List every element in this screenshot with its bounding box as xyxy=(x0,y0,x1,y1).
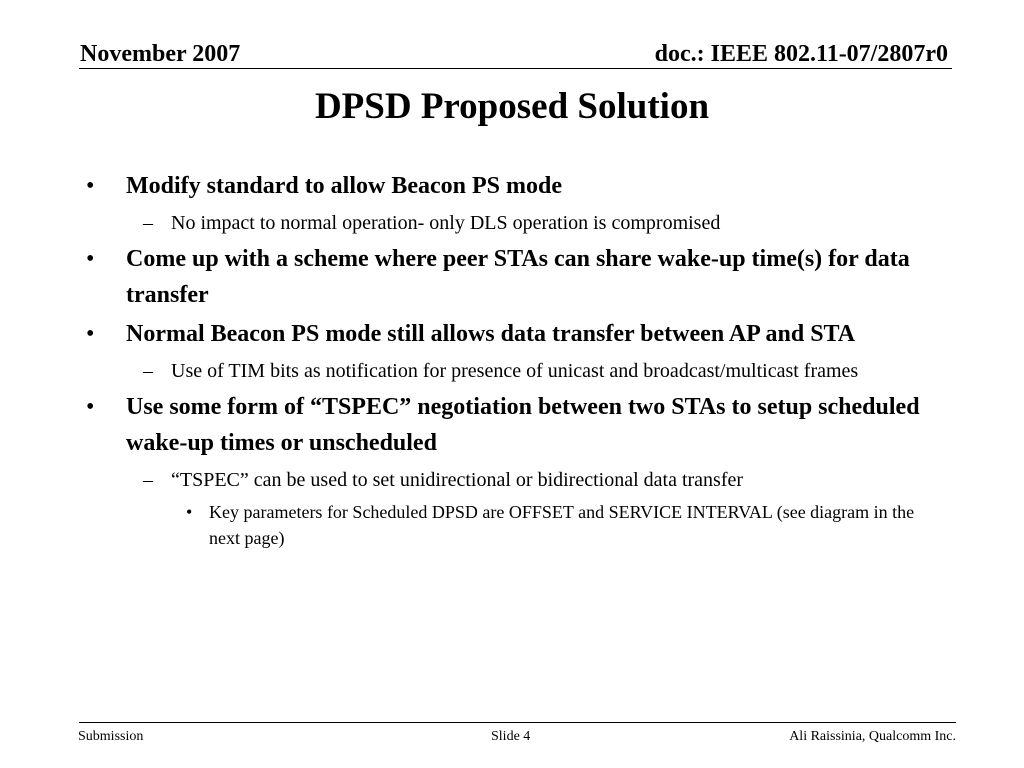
sub-bullet-item xyxy=(80,208,940,238)
bullet-item xyxy=(80,168,940,204)
footer-submission: Submission xyxy=(78,729,144,744)
sub-bullet-item xyxy=(80,465,940,495)
header-divider xyxy=(79,68,952,69)
footer-author: Ali Raissinia, Qualcomm Inc. xyxy=(789,729,956,744)
dash-marker: – xyxy=(143,212,153,234)
bullet-text: Come up with a scheme where peer STAs can share wake-up time(s) for data transfer xyxy=(126,246,910,308)
footer-slide-number: Slide 4 xyxy=(491,729,531,744)
bullet-marker: • xyxy=(86,173,95,199)
bullet-marker: • xyxy=(86,246,95,272)
header-date: November 2007 xyxy=(80,41,241,67)
bullet-item xyxy=(80,316,940,352)
bullet-text: Modify standard to allow Beacon PS mode xyxy=(126,173,563,199)
sub-bullet-text: No impact to normal operation- only DLS operation is compromised xyxy=(171,212,721,234)
sub-bullet-text: “TSPEC” can be used to set unidirectional or bidirectional data transfer xyxy=(171,469,744,491)
sub-sub-bullet-text: Key parameters for Scheduled DPSD are OFFSET and SERVICE INTERVAL (see diagram in the next page) xyxy=(209,502,915,548)
bullet-item xyxy=(80,241,940,313)
header-doc-id: doc.: IEEE 802.11-07/2807r0 xyxy=(654,41,948,67)
sub-sub-bullet-item xyxy=(80,499,940,551)
slide-content xyxy=(80,168,940,551)
dash-marker: – xyxy=(143,360,153,382)
slide-title: DPSD Proposed Solution xyxy=(314,86,710,127)
bullet-text: Use some form of “TSPEC” negotiation between two STAs to setup scheduled wake-up times or unscheduled xyxy=(126,394,920,456)
sub-bullet-text: Use of TIM bits as notification for presence of unicast and broadcast/multicast frames xyxy=(171,360,859,382)
footer-divider xyxy=(79,722,956,723)
bullet-marker: • xyxy=(186,502,193,522)
dash-marker: – xyxy=(143,469,153,491)
bullet-marker: • xyxy=(86,321,95,347)
bullet-text: Normal Beacon PS mode still allows data transfer between AP and STA xyxy=(126,321,856,347)
bullet-marker: • xyxy=(86,394,95,420)
sub-bullet-item xyxy=(80,356,940,386)
bullet-item xyxy=(80,389,940,461)
